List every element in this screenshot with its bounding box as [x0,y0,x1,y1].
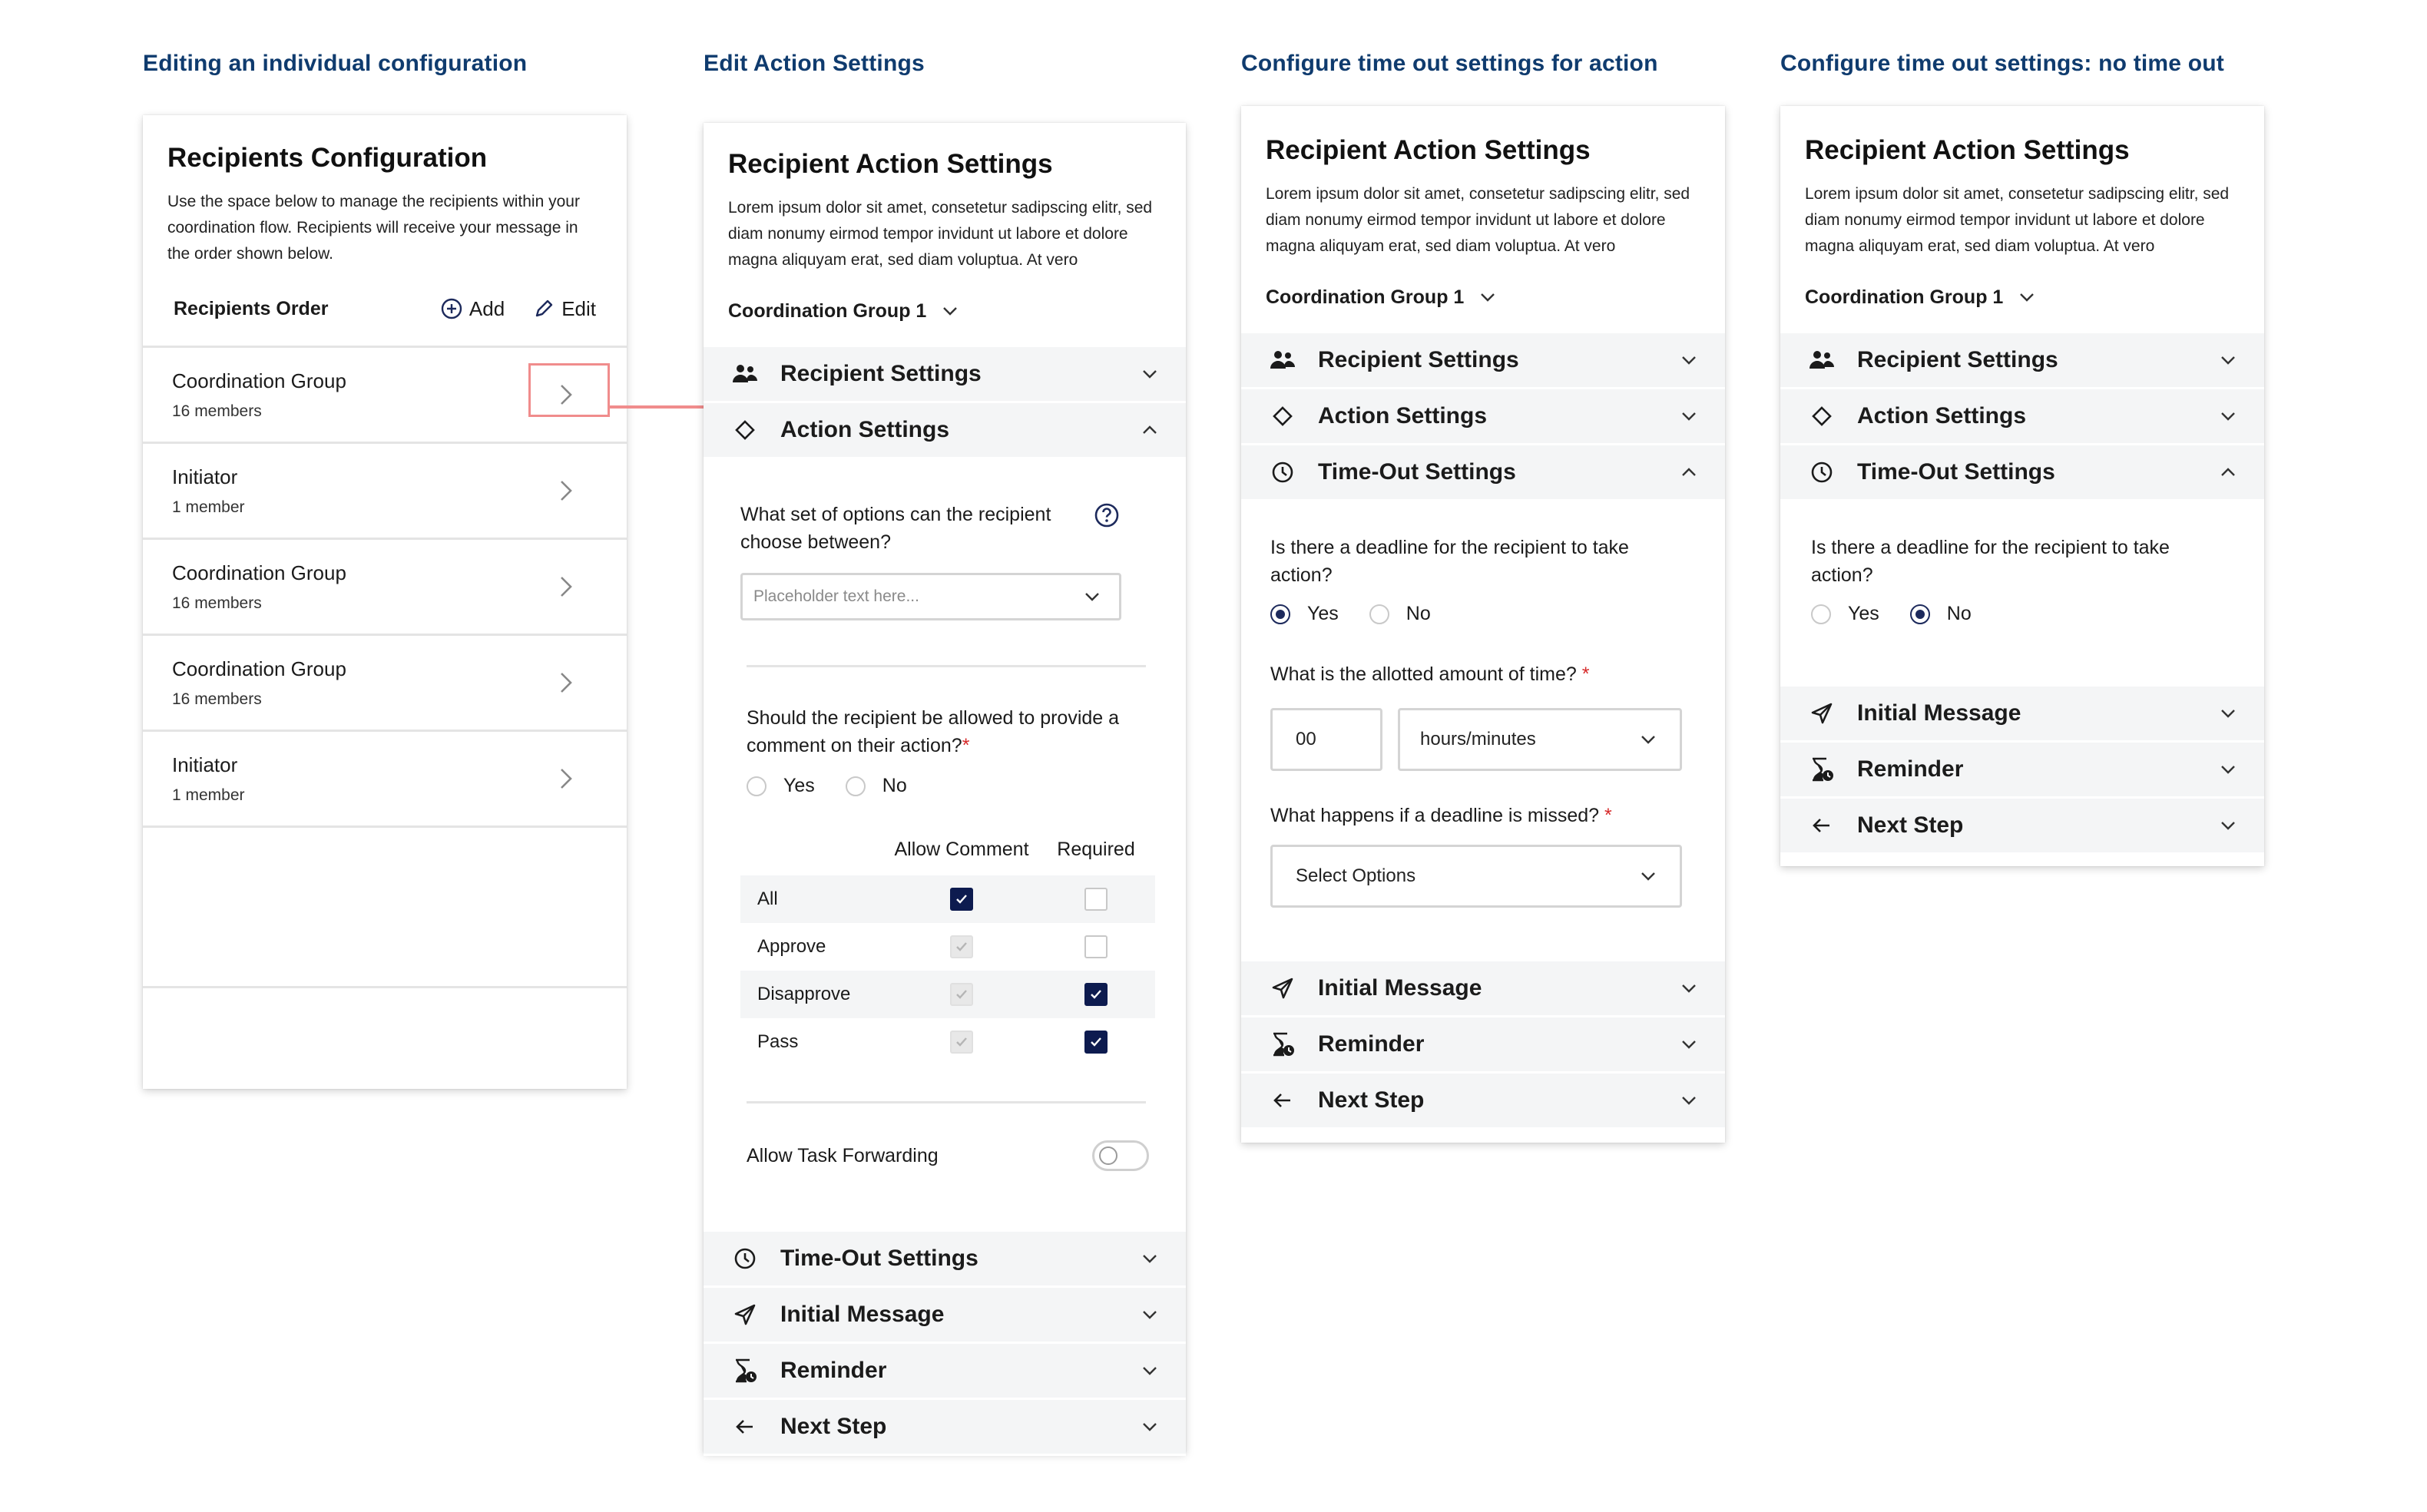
card-description: Lorem ipsum dolor sit amet, consetetur sadipscing elitr, sed diam nonumy eirmod tempor invidunt ut labore et dolore magna aliquyam erat, sed diam voluptua. At vero [1805,185,2230,255]
frame-title-timeout: Configure time out settings for action [1241,51,1658,76]
permission-label: Pass [757,1031,799,1052]
permission-row [740,923,1155,971]
chevron-down-icon [1677,405,1700,428]
comment-question-text: Should the recipient be allowed to provide a comment on their action? [747,707,1120,756]
accordion-label: Next Step [1857,812,1964,838]
required-checkbox[interactable] [1084,1031,1108,1054]
chevron-up-icon [1138,419,1161,442]
accordion-label: Action Settings [1857,403,2027,428]
clock-icon [1808,460,1836,485]
card-title: Recipient Action Settings [728,149,1053,179]
time-question-text: What is the allotted amount of time? [1270,663,1577,685]
people-icon [731,362,759,385]
radio-yes[interactable] [1811,603,1879,625]
chevron-up-icon [1677,461,1700,484]
diamond-icon [1269,405,1296,428]
accordion-label: Time-Out Settings [1318,459,1516,485]
card-title: Recipient Action Settings [1266,135,1591,165]
missed-value: Select Options [1296,865,1416,886]
chevron-down-icon [2015,286,2038,309]
chevron-down-icon [2217,702,2240,725]
accordion-label: Initial Message [1857,700,2021,726]
accordion-initial-message[interactable] [1241,961,1725,1017]
group-selector[interactable] [728,299,1161,323]
required-checkbox-cell [1045,935,1147,958]
accordion-next-step[interactable] [1241,1074,1725,1130]
add-button[interactable] [440,297,505,321]
accordion-label: Initial Message [1318,975,1482,1001]
allow-comment-checkbox-cell [879,888,1045,911]
radio-circle [846,776,866,796]
chevron-down-icon [1138,1415,1161,1438]
accordion-label: Reminder [780,1358,887,1383]
list-item[interactable] [143,636,627,732]
action-settings-card [704,123,1186,1453]
recipient-members: 16 members [172,690,262,708]
accordion-recipient-settings[interactable] [1241,333,1725,389]
missed-question [1270,802,1694,829]
edit-label: Edit [561,296,596,320]
radio-yes[interactable] [747,775,815,797]
frame-title-editing: Editing an individual configuration [143,51,528,76]
people-icon [1269,349,1296,372]
list-item[interactable] [143,444,627,540]
col-header-required: Required [1057,838,1135,860]
footer-divider [143,986,627,988]
hourglass-icon [731,1358,759,1384]
timeout-panel [1780,501,2264,625]
time-value: 00 [1296,729,1316,749]
accordion-next-step[interactable] [1780,799,2264,855]
allow-comment-checkbox-cell [879,1031,1045,1054]
accordion-label: Next Step [1318,1087,1425,1113]
card-description: Lorem ipsum dolor sit amet, consetetur sadipscing elitr, sed diam nonumy eirmod tempor invidunt ut labore et dolore magna aliquyam erat, sed diam voluptua. At vero [728,199,1153,269]
timeout-panel [1241,501,1725,908]
card-description: Lorem ipsum dolor sit amet, consetetur sadipscing elitr, sed diam nonumy eirmod tempor invidunt ut labore et dolore magna aliquyam erat, sed diam voluptua. At vero [1266,185,1690,255]
allow-comment-checkbox [950,1031,973,1054]
time-question [1270,660,1694,688]
chevron-down-icon [1677,1033,1700,1056]
permission-label: Disapprove [757,984,851,1004]
radio-label: No [1946,603,1972,624]
recipient-members: 1 member [172,786,245,804]
card-title: Recipients Configuration [167,143,488,173]
recipient-members: 16 members [172,594,262,612]
accordion-action-settings[interactable] [704,403,1186,459]
hourglass-icon [1808,756,1836,782]
accordion-label: Time-Out Settings [1857,459,2055,485]
recipient-name: Coordination Group [172,657,346,680]
radio-label: Yes [1848,603,1879,624]
time-unit-select[interactable] [1398,708,1682,771]
permission-row [740,875,1155,923]
chevron-down-icon [1677,349,1700,372]
forwarding-label: Allow Task Forwarding [747,1145,939,1166]
options-placeholder: Placeholder text here... [753,587,919,605]
accordion-recipient-settings[interactable] [1780,333,2264,389]
radio-label: Yes [1307,603,1339,624]
section-divider [747,665,1146,667]
people-icon [1808,349,1836,372]
group-selector[interactable] [1805,286,2240,309]
action-settings-panel [704,459,1186,1171]
required-checkbox[interactable] [1084,888,1108,911]
allow-comment-checkbox-cell [879,983,1045,1006]
chevron-down-icon [1138,1303,1161,1326]
accordion-timeout-settings[interactable] [704,1232,1186,1288]
chevron-down-icon [2217,814,2240,837]
accordion-label: Initial Message [780,1302,945,1327]
selected-highlight [528,363,610,417]
radio-label: No [882,775,907,796]
accordion-label: Reminder [1857,756,1964,782]
permission-row [740,971,1155,1018]
chevron-right-icon[interactable] [550,763,581,794]
radio-label: Yes [783,775,815,796]
accordion-timeout-settings[interactable] [1241,445,1725,501]
required-checkbox[interactable] [1084,983,1108,1006]
chevron-right-icon[interactable] [550,667,581,698]
accordion-reminder[interactable] [1780,743,2264,799]
required-checkbox-cell [1045,1031,1147,1054]
chevron-down-icon [1138,362,1161,385]
deadline-question: Is there a deadline for the recipient to take action? [1811,537,2170,586]
options-question: What set of options can the recipient choose between? [740,504,1051,553]
diamond-icon [1808,405,1836,428]
required-checkbox-cell [1045,888,1147,911]
accordion-reminder[interactable] [704,1344,1186,1400]
edit-button[interactable] [532,297,596,321]
flow-connector [608,405,704,409]
arrow-left-icon [731,1415,759,1438]
required-mark: * [1581,663,1590,685]
group-name: Coordination Group 1 [1805,286,2004,308]
permission-label: Approve [757,936,826,957]
col-header-allow: Allow Comment [894,838,1029,860]
comment-table [740,834,1155,1066]
accordion-recipient-settings[interactable] [704,347,1186,403]
list-item[interactable] [143,348,627,444]
deadline-question: Is there a deadline for the recipient to take action? [1270,537,1629,586]
recipient-name: Initiator [172,753,238,776]
radio-circle [1811,604,1831,624]
chevron-down-icon [2217,405,2240,428]
chevron-down-icon [2217,349,2240,372]
clock-icon [731,1246,759,1271]
paper-plane-icon [1269,976,1296,1001]
accordion-label: Recipient Settings [1318,347,1519,372]
accordion-reminder[interactable] [1241,1017,1725,1074]
chevron-down-icon [1677,1089,1700,1112]
allow-comment-checkbox [950,983,973,1006]
radio-circle [1369,604,1389,624]
hourglass-icon [1269,1031,1296,1057]
radio-yes[interactable] [1270,603,1339,625]
list-item[interactable] [143,732,627,828]
required-mark: * [962,735,970,756]
frame-title-no-timeout: Configure time out settings: no time out [1780,51,2224,76]
paper-plane-icon [1808,701,1836,726]
chevron-down-icon [1476,286,1499,309]
arrow-left-icon [1269,1089,1296,1112]
missed-question-text: What happens if a deadline is missed? [1270,805,1600,826]
accordion-label: Time-Out Settings [780,1246,978,1271]
plus-circle-icon [440,297,463,320]
timeout-no-card [1780,106,2264,866]
accordion-label: Recipient Settings [780,361,982,386]
recipient-members: 16 members [172,402,262,420]
radio-circle [747,776,767,796]
arrow-left-icon [1808,814,1836,837]
chevron-down-icon [939,299,962,323]
chevron-down-icon [1677,977,1700,1000]
allow-comment-checkbox-cell [879,935,1045,958]
radio-no[interactable] [1369,603,1431,625]
radio-circle [1270,604,1290,624]
recipients-config-card [143,115,627,1089]
section-divider [747,1101,1146,1103]
card-title: Recipient Action Settings [1805,135,2130,165]
frame-title-action-settings: Edit Action Settings [704,51,925,76]
chevron-down-icon [1637,728,1660,751]
chevron-right-icon[interactable] [550,475,581,506]
card-description: Use the space below to manage the recipients within your coordination flow. Recipients will receive your message in the order shown below. [167,193,580,263]
group-name: Coordination Group 1 [1266,286,1465,308]
allow-comment-checkbox[interactable] [950,888,973,911]
chevron-down-icon [1138,1247,1161,1270]
diamond-icon [731,419,759,442]
accordion-timeout-settings[interactable] [1780,445,2264,501]
accordion-label: Recipient Settings [1857,347,2058,372]
accordion-action-settings[interactable] [1780,389,2264,445]
options-select[interactable] [740,573,1121,620]
chevron-up-icon [2217,461,2240,484]
radio-no[interactable] [846,775,907,797]
accordion-label: Reminder [1318,1031,1425,1057]
recipient-name: Coordination Group [172,369,346,392]
required-checkbox[interactable] [1084,935,1108,958]
chevron-down-icon [1081,585,1104,608]
time-unit: hours/minutes [1420,729,1536,749]
group-selector[interactable] [1266,286,1700,309]
time-value-input[interactable] [1270,708,1382,771]
comment-question [740,704,1154,759]
recipient-members: 1 member [172,498,245,516]
accordion-label: Next Step [780,1414,887,1439]
accordion-next-step[interactable] [704,1400,1186,1456]
pencil-icon [532,297,555,320]
recipients-list [143,346,627,828]
accordion-label: Action Settings [780,417,950,442]
required-mark: * [1604,805,1612,826]
accordion-label: Action Settings [1318,403,1488,428]
group-name: Coordination Group 1 [728,299,927,322]
accordion-initial-message[interactable] [1780,687,2264,743]
required-checkbox-cell [1045,983,1147,1006]
recipient-name: Initiator [172,465,238,488]
allow-comment-checkbox [950,935,973,958]
forwarding-toggle[interactable] [1092,1140,1149,1171]
recipient-name: Coordination Group [172,561,346,584]
help-circle-icon[interactable] [1094,502,1120,528]
chevron-down-icon [1138,1359,1161,1382]
accordion-initial-message[interactable] [704,1288,1186,1344]
add-label: Add [469,296,505,320]
paper-plane-icon [731,1302,759,1327]
accordion-action-settings[interactable] [1241,389,1725,445]
radio-circle [1910,604,1930,624]
permission-label: All [757,888,778,909]
chevron-right-icon[interactable] [550,571,581,602]
timeout-yes-card [1241,106,1725,1143]
chevron-down-icon [1637,865,1660,888]
radio-no[interactable] [1910,603,1972,625]
chevron-down-icon [2217,758,2240,781]
recipients-order-label: Recipients Order [174,297,329,319]
radio-label: No [1406,603,1431,624]
clock-icon [1269,460,1296,485]
list-item[interactable] [143,540,627,636]
missed-select[interactable] [1270,845,1682,908]
permission-row [740,1018,1155,1066]
